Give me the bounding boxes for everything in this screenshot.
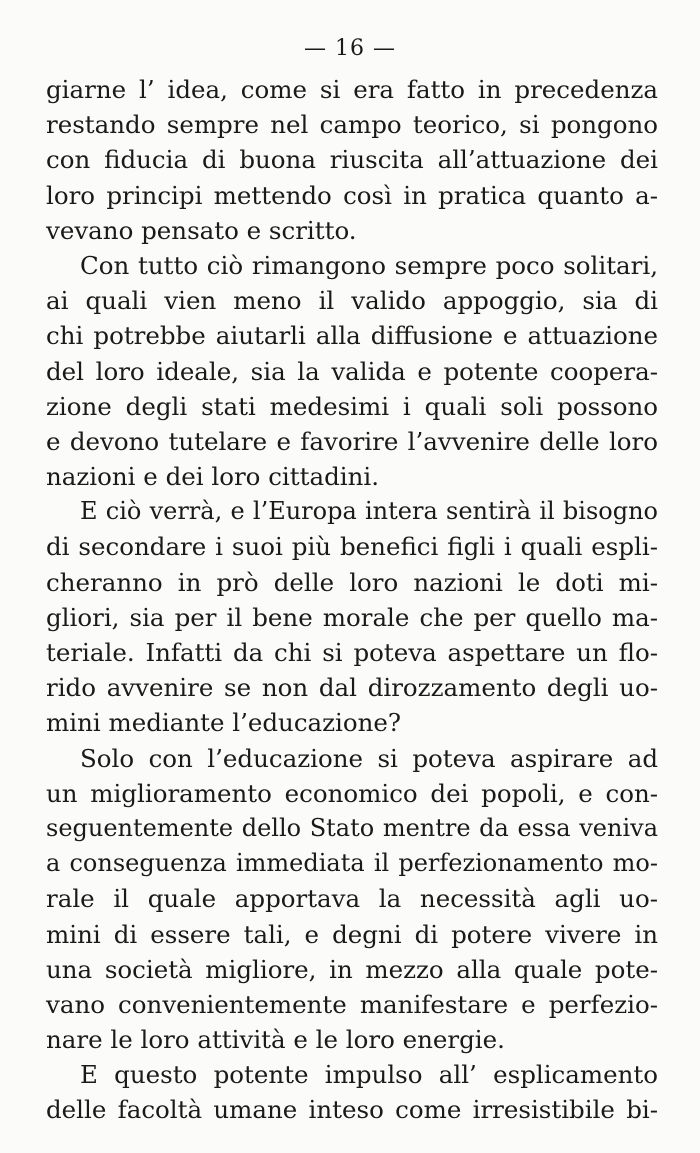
text-line: una società migliore, in mezzo alla quale pote- (46, 954, 658, 984)
text-line: Con tutto ciò rimangono sempre poco solitari, (80, 250, 658, 280)
text-line: teriale. Infatti da chi si poteva aspettare un flo- (46, 638, 658, 667)
text-line: loro principi mettendo così in pratica quanto a- (46, 180, 658, 210)
text-line: rale il quale apportava la necessità agli uo- (46, 884, 658, 914)
text-line: giarne l’ idea, come si era fatto in precedenza (46, 75, 658, 104)
text-line: e devono tutelare e favorire l’avvenire delle loro (46, 426, 658, 456)
text-line: gliori, sia per il bene morale che per quello ma- (46, 602, 658, 632)
text-line: rido avvenire se non dal dirozzamento degli uo- (46, 673, 658, 703)
text-line: mini mediante l’educazione? (46, 708, 402, 738)
text-line: a conseguenza immediata il perfezionamento mo- (46, 849, 658, 878)
text-line: del loro ideale, sia la valida e potente coopera- (46, 356, 658, 386)
text-line: E ciò verrà, e l’Europa intera sentirà il bisogno (80, 497, 658, 526)
text-line: restando sempre nel campo teorico, si pongono (46, 110, 658, 140)
text-line: zione degli stati medesimi i quali soli possono (46, 391, 658, 421)
body-text (46, 72, 658, 1128)
text-line: di secondare i suoi più benefici figli i quali espli- (46, 532, 658, 562)
text-line: seguentemente dello Stato mentre da essa veniva (46, 813, 658, 842)
text-line: chi potrebbe aiutarli alla diffusione e attuazione (46, 321, 658, 351)
text-line: delle facoltà umane inteso come irresistibile bi- (46, 1095, 658, 1125)
text-line: Solo con l’educazione si poteva aspirare ad (80, 743, 658, 773)
page-number: — 16 — (304, 36, 396, 61)
text-line: con fiducia di buona riuscita all’attuazione dei (46, 145, 658, 175)
text-line: vano convenientemente manifestare e perfezio- (46, 989, 658, 1019)
text-line: cheranno in prò delle loro nazioni le doti mi- (46, 567, 658, 597)
text-line: nare le loro attività e le loro energie. (46, 1025, 505, 1055)
text-line: mini di essere tali, e degni di potere vivere in (46, 919, 658, 949)
text-line: nazioni e dei loro cittadini. (46, 462, 379, 492)
text-line: E questo potente impulso all’ esplicamento (80, 1060, 658, 1090)
text-line: vevano pensato e scritto. (46, 215, 357, 245)
text-line: un miglioramento economico dei popoli, e con- (46, 778, 658, 808)
text-line: ai quali vien meno il valido appoggio, sia di (46, 286, 658, 316)
